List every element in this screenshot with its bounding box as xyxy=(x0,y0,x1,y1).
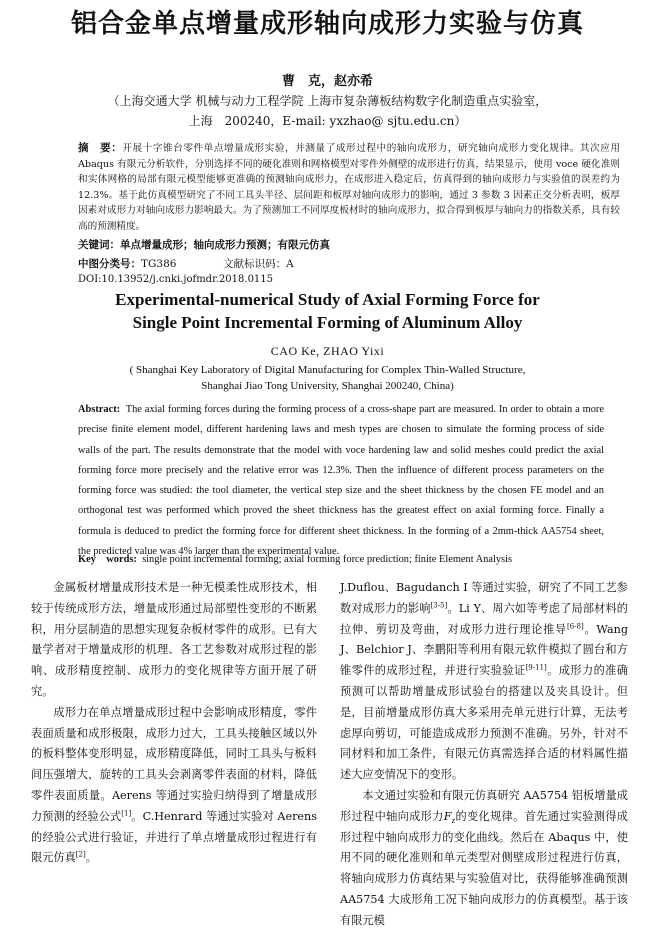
body-paragraph: J.Duflou、Bagudanch I 等通过实验，研究了不同工艺参数对成形力的影响[3-5]。Li Y、周六如等考虑了局部材料的拉伸、剪切及弯曲，对成形力进行理论推导[6-8]。Wang J、Belchior J、李鹏阳等利用有限元软件模拟了圆台和方锥零件的成形过程，并进行实验验证[9-11]。成形力的准确预测可以帮助增量成形试验台的搭建以及夹具设计。但是，目前增量成形仿真大多采用壳单元进行计算，无法考虑厚向剪切，可能造成成形力预测不准确。另外，针对不同材料和加工条件，有限元仿真需选择合适的材料属性描述大应变情况下的变形。 xyxy=(340,581,628,782)
citation: [6-8] xyxy=(566,621,584,630)
chinese-title: 铝合金单点增量成形轴向成形力实验与仿真 xyxy=(70,9,584,39)
english-title-line1: Experimental-numerical Study of Axial Forming Force for xyxy=(115,290,540,309)
chinese-keywords xyxy=(78,237,330,252)
chinese-abstract-text: 开展十字锥台零件单点增量成形实验，并测量了成形过程中的轴向成形力，研究轴向成形力变化规律。其次应用 Abaqus 有限元分析软件，分别选择不同的硬化准则和网格模型对零件外侧壁的成形进行仿真，结果显示，使用 voce 硬化准则和实体网格的局部有限元模型能够更准确的预测轴向成形力，在成形进入稳定后，仿真得到的轴向成形力与实验值的误差约为 12.3%。基于此仿真模型研究了不同工具头半径、层间距和板厚对轴向成形力的影响，通过 3 参数 3 因素正交分析表明，板厚因素对成形力对轴向成形力影响最大。为了预测加工不同厚度板材时的轴向成形力，拟合得到板厚与轴向力的指数关系，具有较高的预测精度。 xyxy=(78,143,621,232)
doc-code-label: 文献标识码： xyxy=(223,258,287,270)
english-abstract xyxy=(78,400,604,562)
force-symbol: F xyxy=(443,809,452,823)
doc-code-value: A xyxy=(286,258,294,270)
english-keywords-text: single point incremental forming; axial forming force prediction; finite Element Analysis xyxy=(142,554,513,565)
body-paragraph: 成形力在单点增量成形过程中会影响成形精度，零件表面质量和成形极限，成形力过大，工具头接触区域以外的板料整体变形明显，成形精度降低，同时工具头与板料间压强增大，旋转的工具头会剥离零件表面的材料，降低零件表面质量。Aerens 等通过实验归纳得到了增量成形力预测的经验公式[1]。C.Henrard 等通过实验对 Aerens 的经验公式进行验证，并进行了单点增量成形过程进行有限元仿真[2]。 xyxy=(31,705,317,865)
body-paragraph: 金属板材增量成形技术是一种无模柔性成形技术，相较于传统成形方法，增量成形通过局部塑性变形的不断累积，用分层制造的思想实现复杂板材零件的成形。已有大量学者对于增量成形的机理、各工艺参数对成形过程的影响、成形精度控制、成形力的变化规律等方面开展了研究。 xyxy=(31,581,317,698)
body-paragraph: 本文通过实验和有限元仿真研究 AA5754 铝板增量成形过程中轴向成形力$F_z$的变化规律。首先通过实验测得成形过程中轴向成形力的变化曲线。然后在 Abaqus 中，使用不同的硬化准则和单元类型对侧壁成形过程进行仿真，将轴向成形力仿真结果与实验值对比，获得能够准确预测 AA5754 大成形角工况下轴向成形力的仿真模型。基于该有限元模 xyxy=(340,788,628,927)
clc-label: 中图分类号： xyxy=(78,258,141,270)
english-authors: CAO Ke, ZHAO Yixi xyxy=(270,344,385,358)
english-affiliation-line2: Shanghai Jiao Tong University, Shanghai 200240, China) xyxy=(201,380,454,392)
force-subscript: z xyxy=(451,817,456,825)
chinese-authors: 曹 克，赵亦希 xyxy=(281,74,373,89)
body-right-column xyxy=(340,578,628,932)
english-keywords xyxy=(78,550,512,565)
english-affiliation-line1: ( Shanghai Key Laboratory of Digital Manufacturing for Complex Thin-Walled Structure, xyxy=(129,364,526,376)
body-left-column xyxy=(31,578,317,869)
citation: [9-11] xyxy=(525,663,547,672)
english-title-line2: Single Point Incremental Forming of Aluminum Alloy xyxy=(132,313,523,332)
doi: DOI:10.13952/j.cnki.jofmdr.2018.0115 xyxy=(78,274,274,285)
english-keywords-label: Key words: xyxy=(78,554,137,565)
chinese-abstract-label: 摘 要： xyxy=(78,142,123,154)
chinese-affiliation-line2: 上海 200240，E-mail: yxzhao@ sjtu.edu.cn） xyxy=(188,114,467,128)
chinese-keywords-label: 关键词： xyxy=(78,239,120,251)
citation: [2] xyxy=(75,850,86,859)
chinese-affiliation-line1: （上海交通大学 机械与动力工程学院 上海市复杂薄板结构数字化制造重点实验室， xyxy=(107,94,548,108)
clc-value: TG386 xyxy=(141,258,177,270)
chinese-keywords-text: 单点增量成形；轴向成形力预测；有限元仿真 xyxy=(120,239,330,251)
english-abstract-text: The axial forming forces during the forming process of a cross-shape part are measured. In order to obtain a more precise finite element model, different hardening laws and mesh types are chosen to simulate the forming process of side walls of the part. The results demonstrate that the model with voce hardening law and solid meshes could predict the axial forming force more precisely and the relative error was 12.3%. Then the influence of different process parameters on the forming force was studied: the tool diameter, the vertical step size and the sheet thickness by the chosen FE model and an orthogonal test was performed which proved the sheet thickness has the greatest effect on axial forming force. Finally a formula is deduced to predict the forming force for different sheet thickness. In the forming of a 2mm-thick AA5754 sheet, the predicted value was 4% larger than the experimental value. xyxy=(78,404,604,558)
english-abstract-label: Abstract: xyxy=(78,404,121,415)
citation: [3-5] xyxy=(430,601,448,610)
classification-line xyxy=(78,256,294,271)
citation: [1] xyxy=(121,809,132,818)
chinese-abstract xyxy=(78,141,620,235)
